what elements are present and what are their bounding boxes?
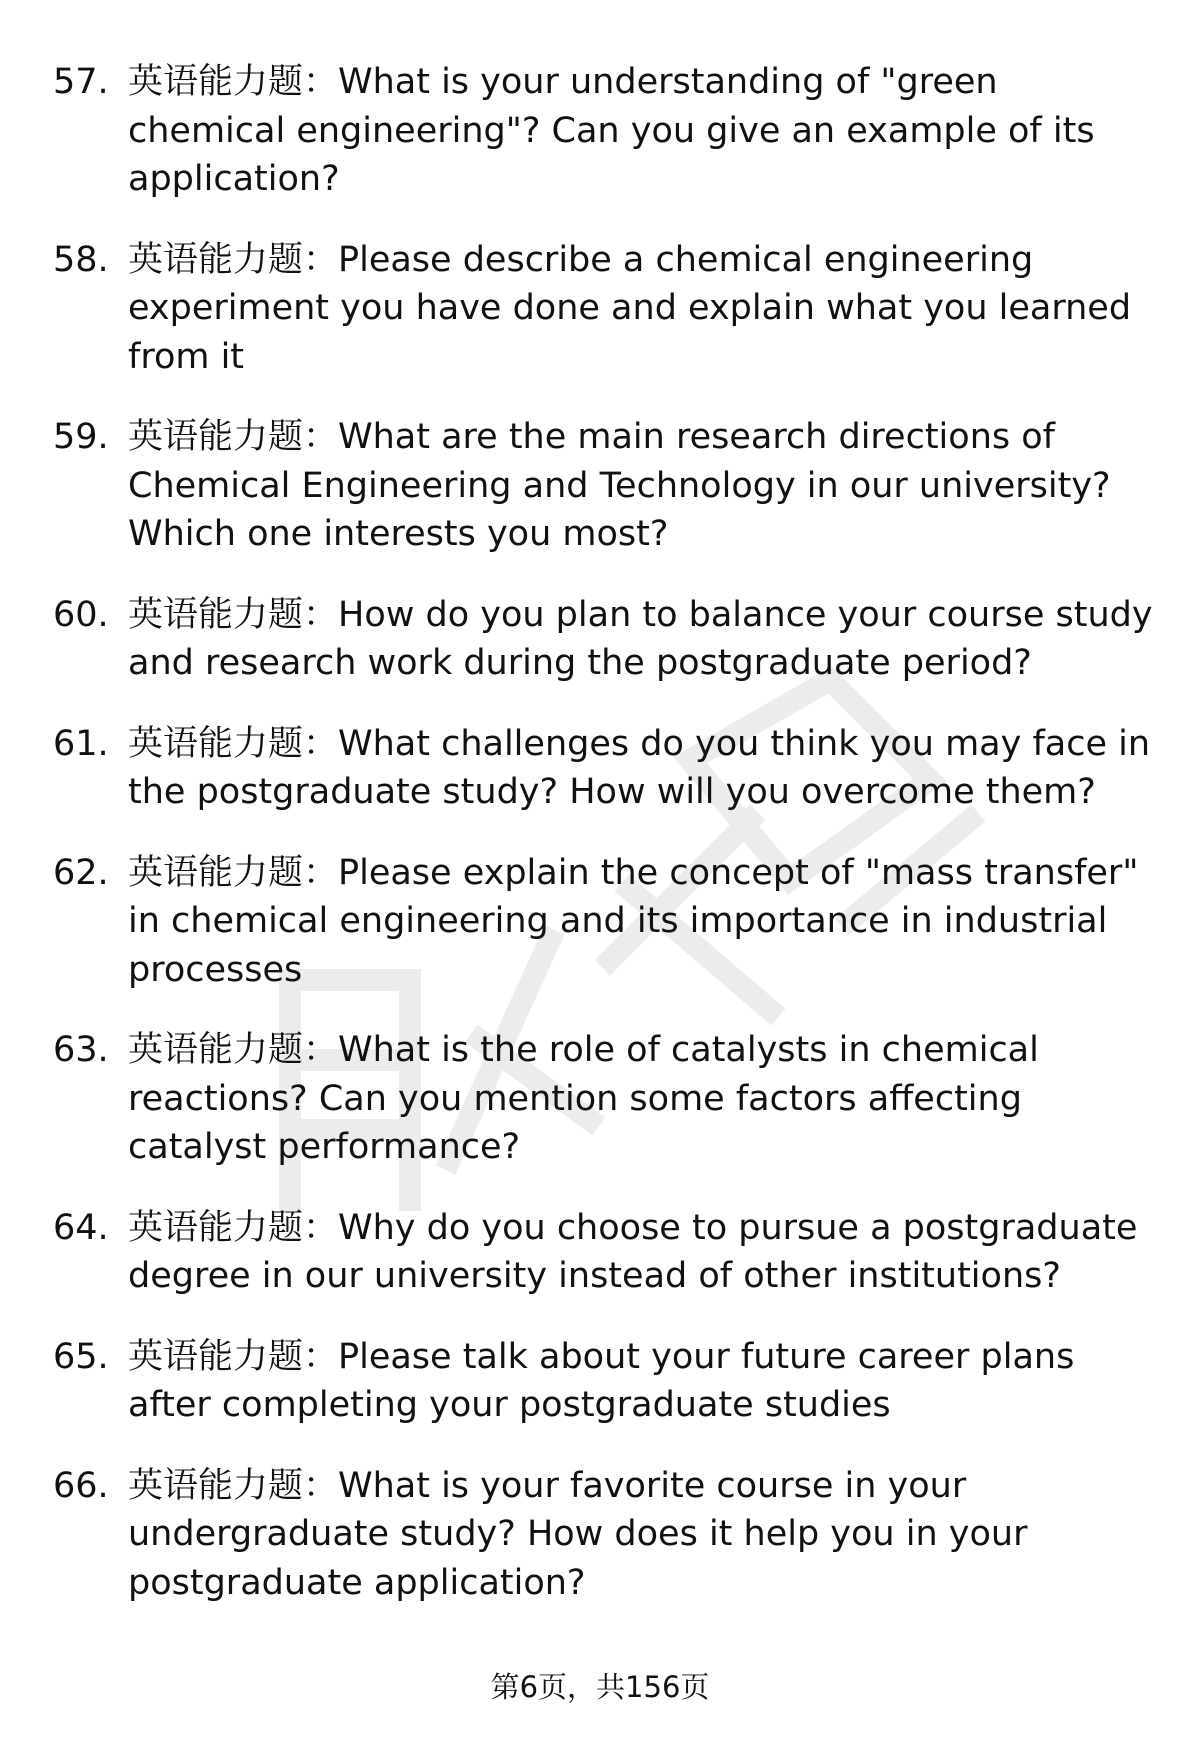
question-number: 64. <box>53 1207 109 1248</box>
question-number: 63. <box>53 1030 109 1070</box>
question-text: 英语能力题：What is the role of catalysts in chemical reactions? Can you mention some factors affecting catalyst performance? <box>128 1030 1039 1167</box>
question-number: 65. <box>53 1336 109 1377</box>
question-text: 英语能力题：What is your favorite course in your undergraduate study? How does it help you in your postgraduate application? <box>128 1465 1028 1603</box>
question-number: 60. <box>53 594 109 635</box>
question-item <box>0 413 1200 559</box>
question-item <box>0 720 1200 817</box>
question-number: 57. <box>53 62 109 102</box>
question-text: 英语能力题：Please explain the concept of "mass transfer" in chemical engineering and its importance in industrial processes <box>128 852 1139 990</box>
question-number: 66. <box>53 1465 109 1506</box>
question-list <box>0 58 1200 1639</box>
question-text: 英语能力题：What is your understanding of "green chemical engineering"? Can you give an example of its application? <box>128 62 1095 199</box>
question-text: 英语能力题：Why do you choose to pursue a postgraduate degree in our university instead of other institutions? <box>128 1207 1138 1296</box>
page-footer: 第6页，共156页 <box>490 1670 710 1704</box>
question-item <box>0 58 1200 204</box>
question-item <box>0 1204 1200 1301</box>
question-text: 英语能力题：How do you plan to balance your course study and research work during the postgraduate period? <box>128 594 1153 683</box>
question-item <box>0 1462 1200 1608</box>
question-item <box>0 591 1200 688</box>
question-number: 62. <box>53 852 109 893</box>
question-number: 59. <box>53 417 109 457</box>
question-item <box>0 1333 1200 1430</box>
question-item <box>0 1026 1200 1172</box>
question-text: 英语能力题：What challenges do you think you may face in the postgraduate study? How will you overcome them? <box>128 723 1151 812</box>
question-number: 58. <box>53 239 109 280</box>
question-text: 英语能力题：Please describe a chemical engineering experiment you have done and explain what you learned from it <box>128 239 1132 377</box>
question-item <box>0 236 1200 382</box>
question-item <box>0 849 1200 995</box>
question-text: 英语能力题：Please talk about your future career plans after completing your postgraduate studies <box>128 1336 1075 1425</box>
question-number: 61. <box>53 723 109 764</box>
question-text: 英语能力题：What are the main research directions of Chemical Engineering and Technology in our university? Which one interests you most? <box>128 417 1111 554</box>
